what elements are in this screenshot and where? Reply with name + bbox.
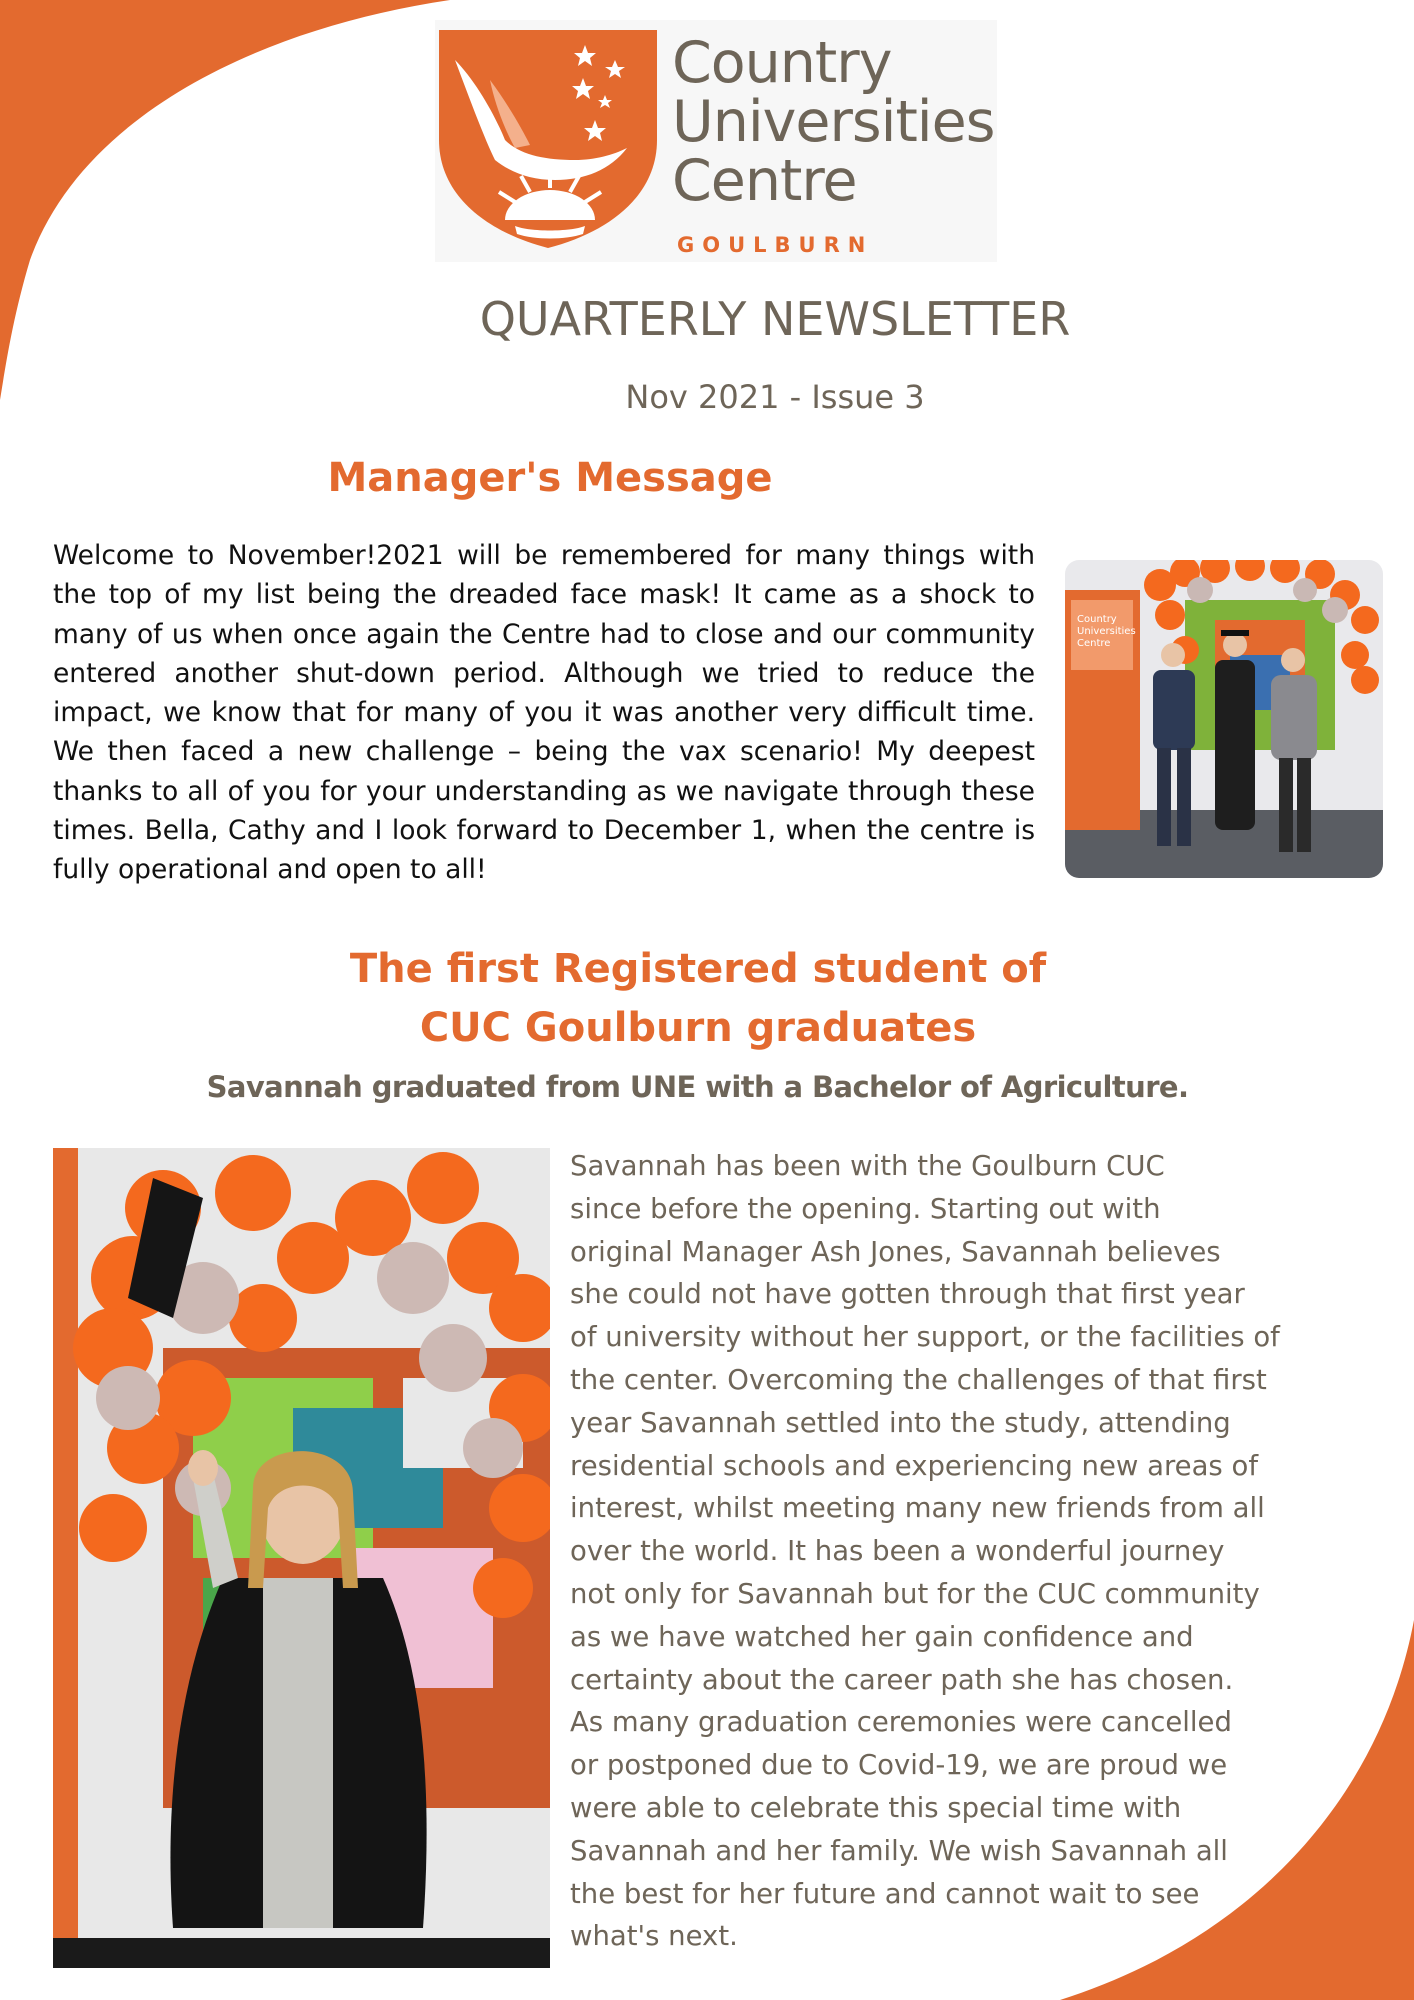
story-line: as we have watched her gain confidence and xyxy=(570,1620,1194,1653)
story-line: were able to celebrate this special time with xyxy=(570,1791,1182,1824)
story-line: Savannah has been with the Goulburn CUC xyxy=(570,1150,1165,1182)
story-line: Savannah and her family. We wish Savannah all xyxy=(570,1834,1228,1867)
banner-text-2: Universities xyxy=(1077,626,1136,637)
graduation-heading-line-2: CUC Goulburn graduates xyxy=(419,1005,977,1051)
shield-bird-icon xyxy=(435,20,665,250)
story-line: what's next. xyxy=(570,1920,738,1953)
banner-text-1: Country xyxy=(1077,614,1117,625)
story-line: over the world. It has been a wonderful journey xyxy=(570,1535,1225,1568)
newsletter-title: QUARTERLY NEWSLETTER xyxy=(479,292,1071,346)
graduation-heading-line-1: The first Registered student of xyxy=(349,946,1047,992)
staff-group-photo xyxy=(1065,560,1383,878)
story-line: not only for Savannah but for the CUC community xyxy=(570,1577,1260,1610)
graduate-photo xyxy=(53,1148,550,1968)
story-line: of university without her support, or the facilities of xyxy=(570,1321,1280,1354)
graduation-heading xyxy=(298,940,1098,1058)
story-line: she could not have gotten through that first year xyxy=(570,1278,1245,1311)
story-line: the center. Overcoming the challenges of that first xyxy=(570,1363,1267,1396)
logo-line-2: Universities xyxy=(672,89,995,155)
graduation-story xyxy=(570,1145,1345,1958)
story-line: original Manager Ash Jones, Savannah believes xyxy=(570,1235,1221,1268)
graduation-subheading: Savannah graduated from UNE with a Bachelor of Agriculture. xyxy=(206,1070,1189,1104)
banner-text-3: Centre xyxy=(1077,638,1111,649)
managers-message-heading: Manager's Message xyxy=(327,455,773,501)
story-line: certainty about the career path she has chosen. xyxy=(570,1663,1234,1696)
logo-line-3: Centre xyxy=(672,148,857,214)
story-line: since before the opening. Starting out with xyxy=(570,1192,1161,1225)
issue-label: Nov 2021 - Issue 3 xyxy=(625,378,925,416)
story-line: residential schools and experiencing new areas of xyxy=(570,1449,1259,1482)
managers-message-body: Welcome to November!2021 will be remembered for many things with the top of my list being the dreaded face mask! It came as a shock to many of us when once again the Centre had to close and our community entered another shut-down period. Although we tried to reduce the impact, we know that for many of you it was another very difficult time. We then faced a new challenge – being the vax scenario! My deepest thanks to all of you for your understanding as we navigate through these times. Bella, Cathy and I look forward to December 1, when the centre is fully operational and open to all! xyxy=(53,540,1035,886)
story-line: or postponed due to Covid-19, we are proud we xyxy=(570,1749,1228,1782)
story-line: the best for her future and cannot wait to see xyxy=(570,1877,1200,1910)
cuc-logo xyxy=(435,20,997,262)
story-line: year Savannah settled into the study, attending xyxy=(570,1406,1231,1439)
logo-subtitle: GOULBURN xyxy=(677,233,874,257)
logo-wordmark xyxy=(672,30,995,214)
logo-line-1: Country xyxy=(672,30,892,96)
story-line: interest, whilst meeting many new friends from all xyxy=(570,1492,1265,1525)
story-line: As many graduation ceremonies were cancelled xyxy=(570,1706,1232,1739)
